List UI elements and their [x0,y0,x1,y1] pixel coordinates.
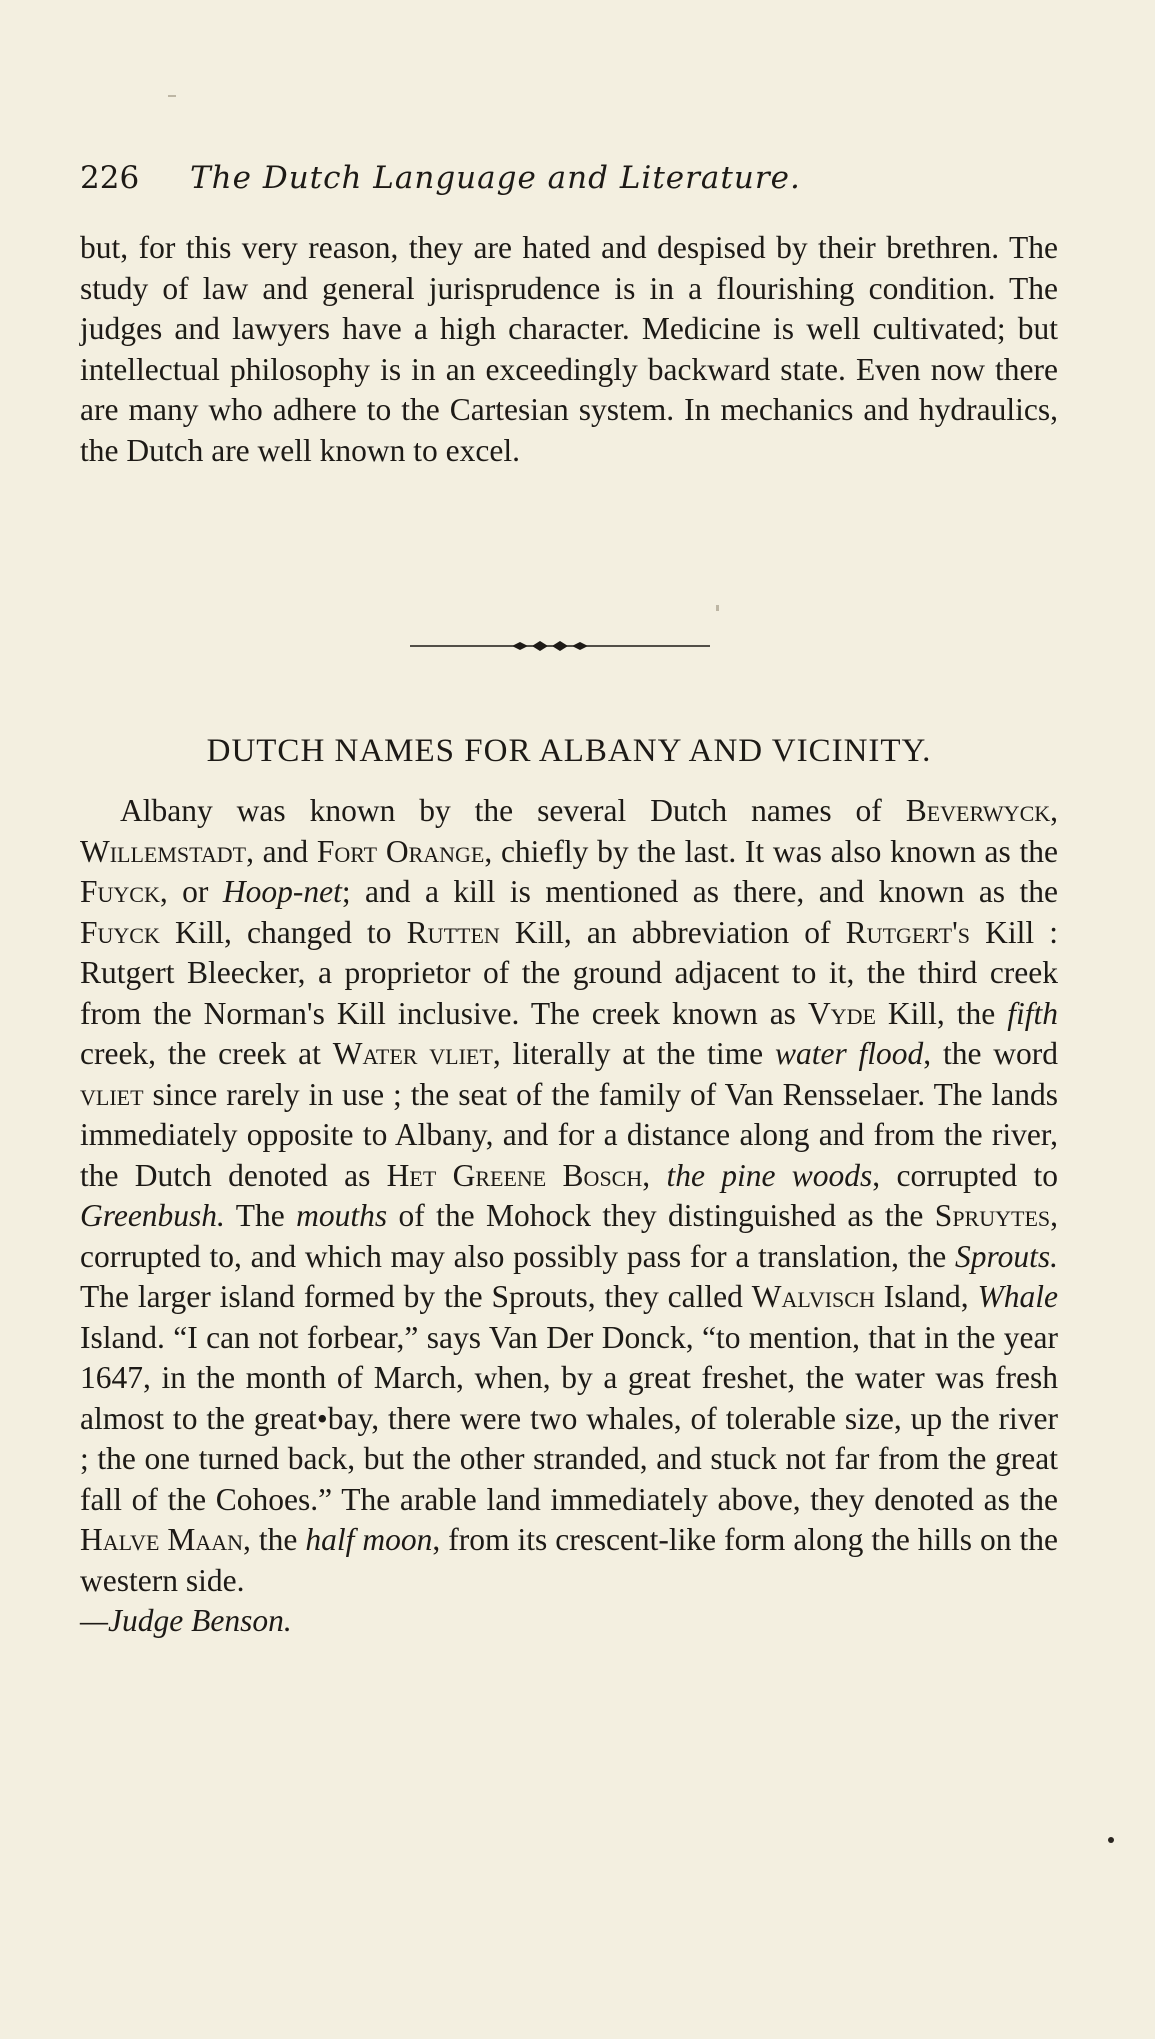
section-divider-ornament [410,639,710,653]
dutch-name: Walvisch [751,1279,875,1314]
paragraph-law-medicine [80,228,1058,471]
running-title: The Dutch Language and Literature. [190,160,801,196]
dutch-name: Halve Maan [80,1522,244,1557]
dutch-name: Spruytes [934,1198,1051,1233]
sentence: In mechanics and hydraulics, the Dutch are well known to excel. [80,392,1059,468]
paper-speck [168,95,176,97]
sentence: but, for this very reason, they are hated and despised by their brethren. [80,230,1000,265]
dutch-name: Beverwyck [905,793,1051,828]
running-header [80,160,801,196]
sentence: The judges and lawyers have a high character. [80,270,1058,346]
sentence: The study of law and general jurisprudence is in a flourishing condition. [80,230,1058,306]
sentence: Even now there are many who adhere to the Cartesian system. [80,351,1058,427]
dutch-name: Water vliet [332,1036,493,1071]
attribution: —Judge Benson. [80,1603,292,1638]
sentence: Medicine is well cultivated; but intellectual philosophy is in an exceedingly backward state. [80,311,1059,387]
dutch-name: Fort Orange [316,833,485,869]
translation: mouths [296,1198,388,1233]
margin-mark [1108,1837,1114,1843]
dutch-name: Willemstadt [80,833,247,869]
translation: fifth [1007,995,1059,1031]
section-heading: DUTCH NAMES FOR ALBANY AND VICINITY. [206,733,932,769]
dutch-name: Rutten [406,914,500,950]
translation: Greenbush. [80,1198,225,1233]
translation: water flood [774,1036,924,1071]
paper-speck [716,605,719,611]
translation: Whale [977,1279,1059,1314]
translation: Hoop-net [222,874,342,909]
paragraph-dutch-names: Albany was known by the several Dutch names of Beverwyck, Willemstadt, and Fort Orange, chiefly by the last. It was also known as the Fuyck, or Hoop-net; and a kill is mentioned as there, and known as the Fuyck Kill, changed to Rutten Kill, an abbreviation of Rutgert's Kill : Rutgert Bleecker, a proprietor of the ground adjacent to it, the third creek from the Norman's Kill inclusive. The creek known as Vyde Kill, the fifth creek, the creek at Water vliet, literally at the time water flood, the word vliet since rarely in use ; the seat of the family of Van Rensselaer. The lands immediately opposite to Albany, and for a distance along and from the river, the Dutch denoted as Het Greene Bosch, the pine woods, corrupted to Greenbush. The mouths of the Mohock they distinguished as the Spruytes, corrupted to, and which may also possibly pass for a translation, the Sprouts. The larger island formed by the Sprouts, they called Walvisch Island, Whale Island. “I can not forbear,” says Van Der Donck, “to mention, that in the year 1647, in the month of March, when, by a great freshet, the water was fresh almost to the great•bay, there were two whales, of tolerable size, up the river ; the one turned back, but the other stranded, and stuck not far from the great fall of the Cohoes.” The arable land immediately above, they denoted as the Halve Maan, the half moon, from its crescent-like form along the hills on the western side. —Judge Benson. [80,793,1059,1638]
translation: Sprouts. [955,1238,1059,1274]
page-number: 226 [80,160,140,196]
dutch-name: vliet [80,1076,144,1112]
dutch-name: Fuyck [80,914,160,950]
translation: the pine woods [666,1157,873,1193]
dutch-name: Vyde [807,995,876,1031]
dutch-name: Het Greene Bosch [386,1157,643,1193]
translation: half moon [305,1522,433,1557]
dutch-name: Fuyck [80,874,160,909]
dutch-name: Rutgert's [845,914,971,950]
